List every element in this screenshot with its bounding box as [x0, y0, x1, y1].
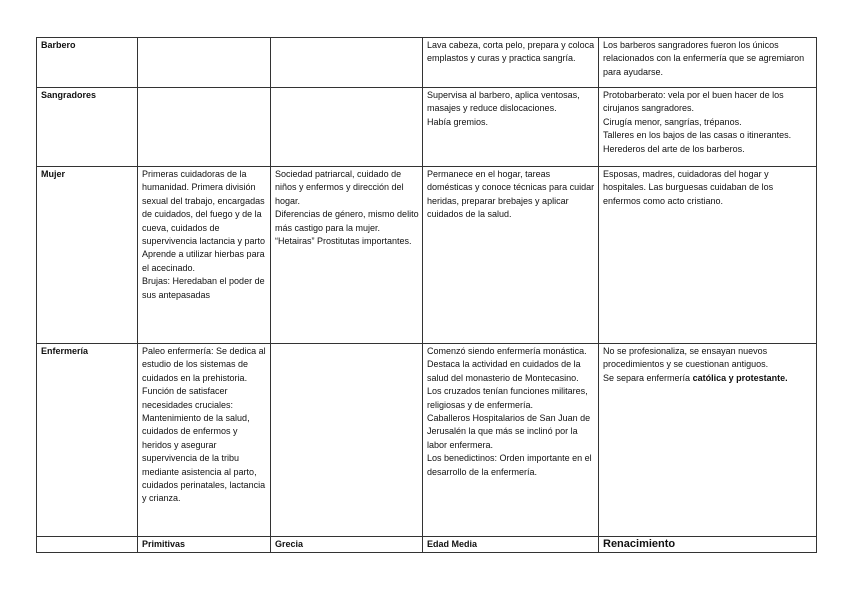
- cell-enfermeria-grecia: [271, 344, 423, 537]
- cell-mujer-edad-media: [423, 167, 599, 344]
- cell-text: Caballeros Hospitalarios de San Juan de Jerusalén la que más se inclinó por la labor enfermera.: [427, 413, 591, 450]
- cell-enfermeria-primitivas: [138, 344, 271, 537]
- cell-barbero-renacimiento: [599, 38, 817, 88]
- row-label-barbero: Barbero: [37, 38, 138, 88]
- cell-text: Esposas, madres, cuidadoras del hogar y hospitales. Las burguesas cuidaban de los enfermos como acto cristiano.: [603, 169, 774, 206]
- cell-text: Comenzó siendo enfermería monástica. Destaca la actividad en cuidados de la salud del monasterio de Montecasino.: [427, 346, 587, 383]
- footer-grecia: Grecia: [271, 537, 423, 553]
- cell-barbero-edad-media: [423, 38, 599, 88]
- table-row-sangradores: [37, 88, 817, 167]
- footer-renacimiento: Renacimiento: [599, 537, 817, 553]
- row-label-sangradores: Sangradores: [37, 88, 138, 167]
- table-row-footer: [37, 537, 817, 553]
- cell-text: Los benedictinos: Orden importante en el desarrollo de la enfermería.: [427, 453, 592, 477]
- cell-sangradores-edad-media: [423, 88, 599, 167]
- cell-text: Talleres en los bajos de las casas o itinerantes.: [603, 130, 792, 141]
- cell-mujer-primitivas: [138, 167, 271, 344]
- cell-sangradores-renacimiento: [599, 88, 817, 167]
- footer-primitivas: Primitivas: [138, 537, 271, 553]
- table-row-mujer: [37, 167, 817, 344]
- cell-mujer-grecia: [271, 167, 423, 344]
- cell-text: Función de satisfacer necesidades cruciales: Mantenimiento de la salud, cuidados de enfermos y heridos y asegurar supervivencia de la tribu mediante asistencia al parto, cuidados perinatales, lactancia y crianza.: [142, 386, 266, 504]
- cell-text: Diferencias de género, mismo delito más castigo para la mujer.: [275, 209, 419, 233]
- row-label-mujer: Mujer: [37, 167, 138, 344]
- cell-text: “Hetairas” Prostitutas importantes.: [275, 236, 412, 247]
- cell-barbero-primitivas: [138, 38, 271, 88]
- table-row-enfermeria: [37, 344, 817, 537]
- row-label-enfermeria: Enfermería: [37, 344, 138, 537]
- cell-enfermeria-renacimiento: [599, 344, 817, 537]
- cell-text-bold: católica y protestante.: [692, 372, 788, 383]
- footer-empty: [37, 537, 138, 553]
- cell-text: Los cruzados tenían funciones militares, religiosas y de enfermería.: [427, 386, 588, 410]
- footer-edad-media: Edad Media: [423, 537, 599, 553]
- cell-text: Primeras cuidadoras de la humanidad. Primera división sexual del trabajo, encargadas de cuidados, del fuego y de la cueva, cuidados de supervivencia lactancia y parto: [142, 169, 266, 247]
- table-row-barbero: [37, 38, 817, 88]
- cell-text: Aprende a utilizar hierbas para el acecinado.: [142, 249, 265, 273]
- cell-mujer-renacimiento: [599, 167, 817, 344]
- history-table: [36, 37, 817, 553]
- cell-text: No se profesionaliza, se ensayan nuevos procedimientos y se cuestionan antiguos.: [603, 346, 769, 370]
- cell-text: Cirugía menor, sangrías, trépanos.: [603, 116, 742, 127]
- cell-text: Lava cabeza, corta pelo, prepara y coloca emplastos y curas y practica sangría.: [427, 40, 595, 64]
- cell-enfermeria-edad-media: [423, 344, 599, 537]
- cell-barbero-grecia: [271, 38, 423, 88]
- cell-text-mixed: [603, 372, 813, 385]
- cell-text: Brujas: Heredaban el poder de sus antepasadas: [142, 276, 265, 300]
- cell-text: Protobarberato: vela por el buen hacer de los cirujanos sangradores.: [603, 90, 784, 114]
- cell-text: Se separa enfermería: [603, 372, 693, 383]
- cell-text: Supervisa al barbero, aplica ventosas, masajes y reduce dislocaciones.: [427, 90, 580, 114]
- cell-text: Herederos del arte de los barberos.: [603, 143, 745, 154]
- cell-sangradores-grecia: [271, 88, 423, 167]
- cell-text: Sociedad patriarcal, cuidado de niños y enfermos y dirección del hogar.: [275, 169, 404, 206]
- cell-text: Paleo enfermería: Se dedica al estudio de los sistemas de cuidados en la prehistoria.: [142, 346, 266, 383]
- cell-sangradores-primitivas: [138, 88, 271, 167]
- cell-text: Había gremios.: [427, 116, 489, 127]
- cell-text: Los barberos sangradores fueron los únicos relacionados con la enfermería que se agremiaron para ayudarse.: [603, 40, 805, 77]
- cell-text: Permanece en el hogar, tareas domésticas y conoce técnicas para cuidar heridas, preparar brebajes y aplicar cuidados de la salud.: [427, 169, 595, 220]
